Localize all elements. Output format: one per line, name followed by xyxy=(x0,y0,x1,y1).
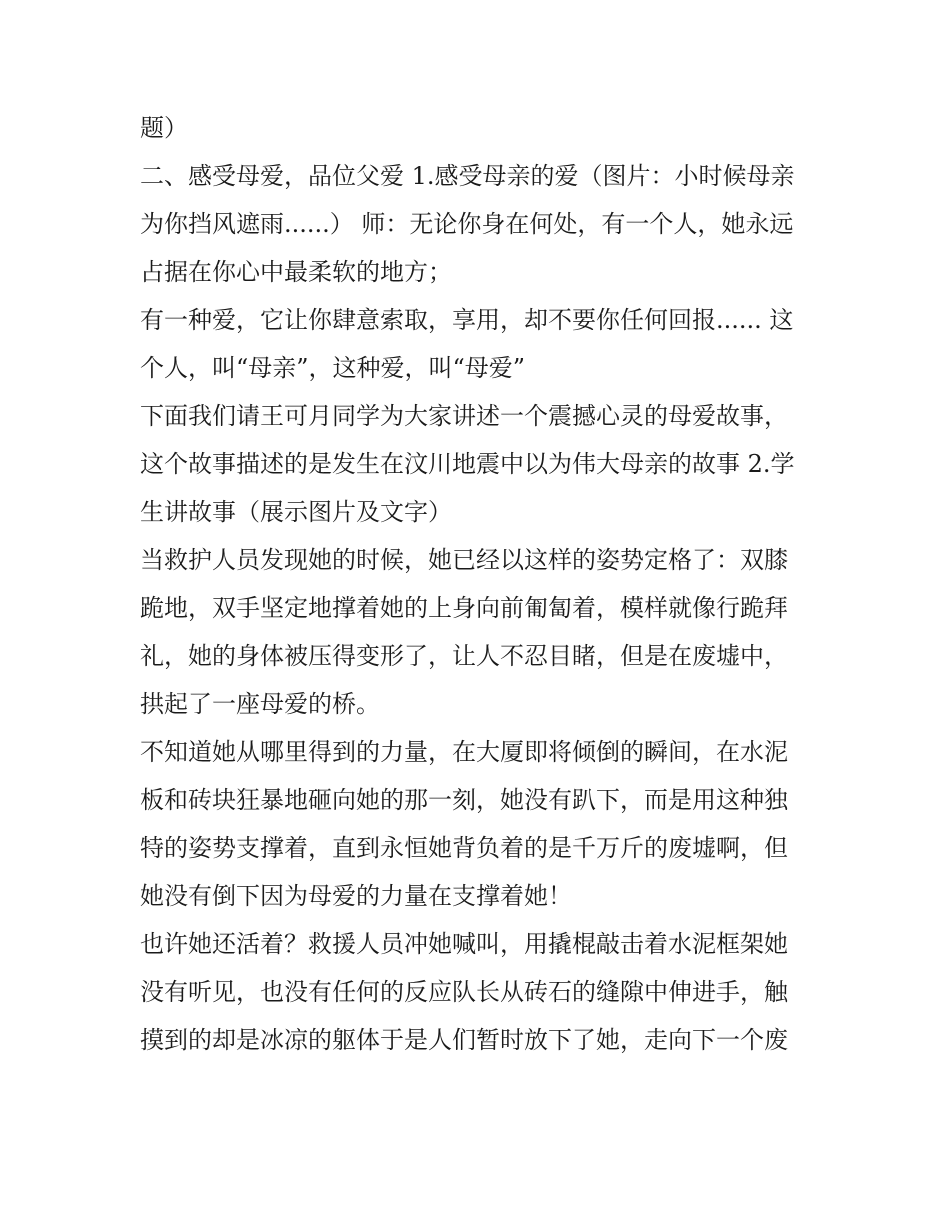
text-line: 她没有倒下因为母爱的力量在支撑着她！ xyxy=(140,882,572,910)
text-line: 也许她还活着？救援人员冲她喊叫，用撬棍敲击着水泥框架她 xyxy=(140,930,788,958)
text-line: 占据在你心中最柔软的地方； xyxy=(140,258,452,286)
text-line: 有一种爱，它让你肆意索取，享用，却不要你任何回报...... 这 xyxy=(140,306,794,334)
text-line: 拱起了一座母爱的桥。 xyxy=(140,690,380,718)
text-line: 跪地，双手坚定地撑着她的上身向前匍匐着，模样就像行跪拜 xyxy=(140,594,788,622)
text-line: 板和砖块狂暴地砸向她的那一刻，她没有趴下，而是用这种独 xyxy=(140,786,788,814)
text-line: 摸到的却是冰凉的躯体于是人们暂时放下了她，走向下一个废 xyxy=(140,1026,788,1054)
text-line: 下面我们请王可月同学为大家讲述一个震撼心灵的母爱故事， xyxy=(140,402,788,430)
text-line: 题） xyxy=(140,114,188,142)
text-line: 没有听见，也没有任何的反应队长从砖石的缝隙中伸进手，触 xyxy=(140,978,788,1006)
text-line: 这个故事描述的是发生在汶川地震中以为伟大母亲的故事 2.学 xyxy=(140,450,795,478)
text-line: 特的姿势支撑着，直到永恒她背负着的是千万斤的废墟啊，但 xyxy=(140,834,788,862)
text-line: 个人，叫“母亲”，这种爱，叫“母爱” xyxy=(140,354,526,382)
text-line: 当救护人员发现她的时候，她已经以这样的姿势定格了：双膝 xyxy=(140,546,788,574)
text-line: 礼，她的身体被压得变形了，让人不忍目睹，但是在废墟中， xyxy=(140,642,788,670)
text-line: 生讲故事（展示图片及文字） xyxy=(140,498,452,526)
text-line: 二、感受母爱，品位父爱 1.感受母亲的爱（图片：小时候母亲 xyxy=(140,162,795,190)
text-line: 为你挡风遮雨......） 师：无论你身在何处，有一个人，她永远 xyxy=(140,210,794,238)
text-line: 不知道她从哪里得到的力量，在大厦即将倾倒的瞬间，在水泥 xyxy=(140,738,788,766)
body-text xyxy=(140,104,820,1064)
